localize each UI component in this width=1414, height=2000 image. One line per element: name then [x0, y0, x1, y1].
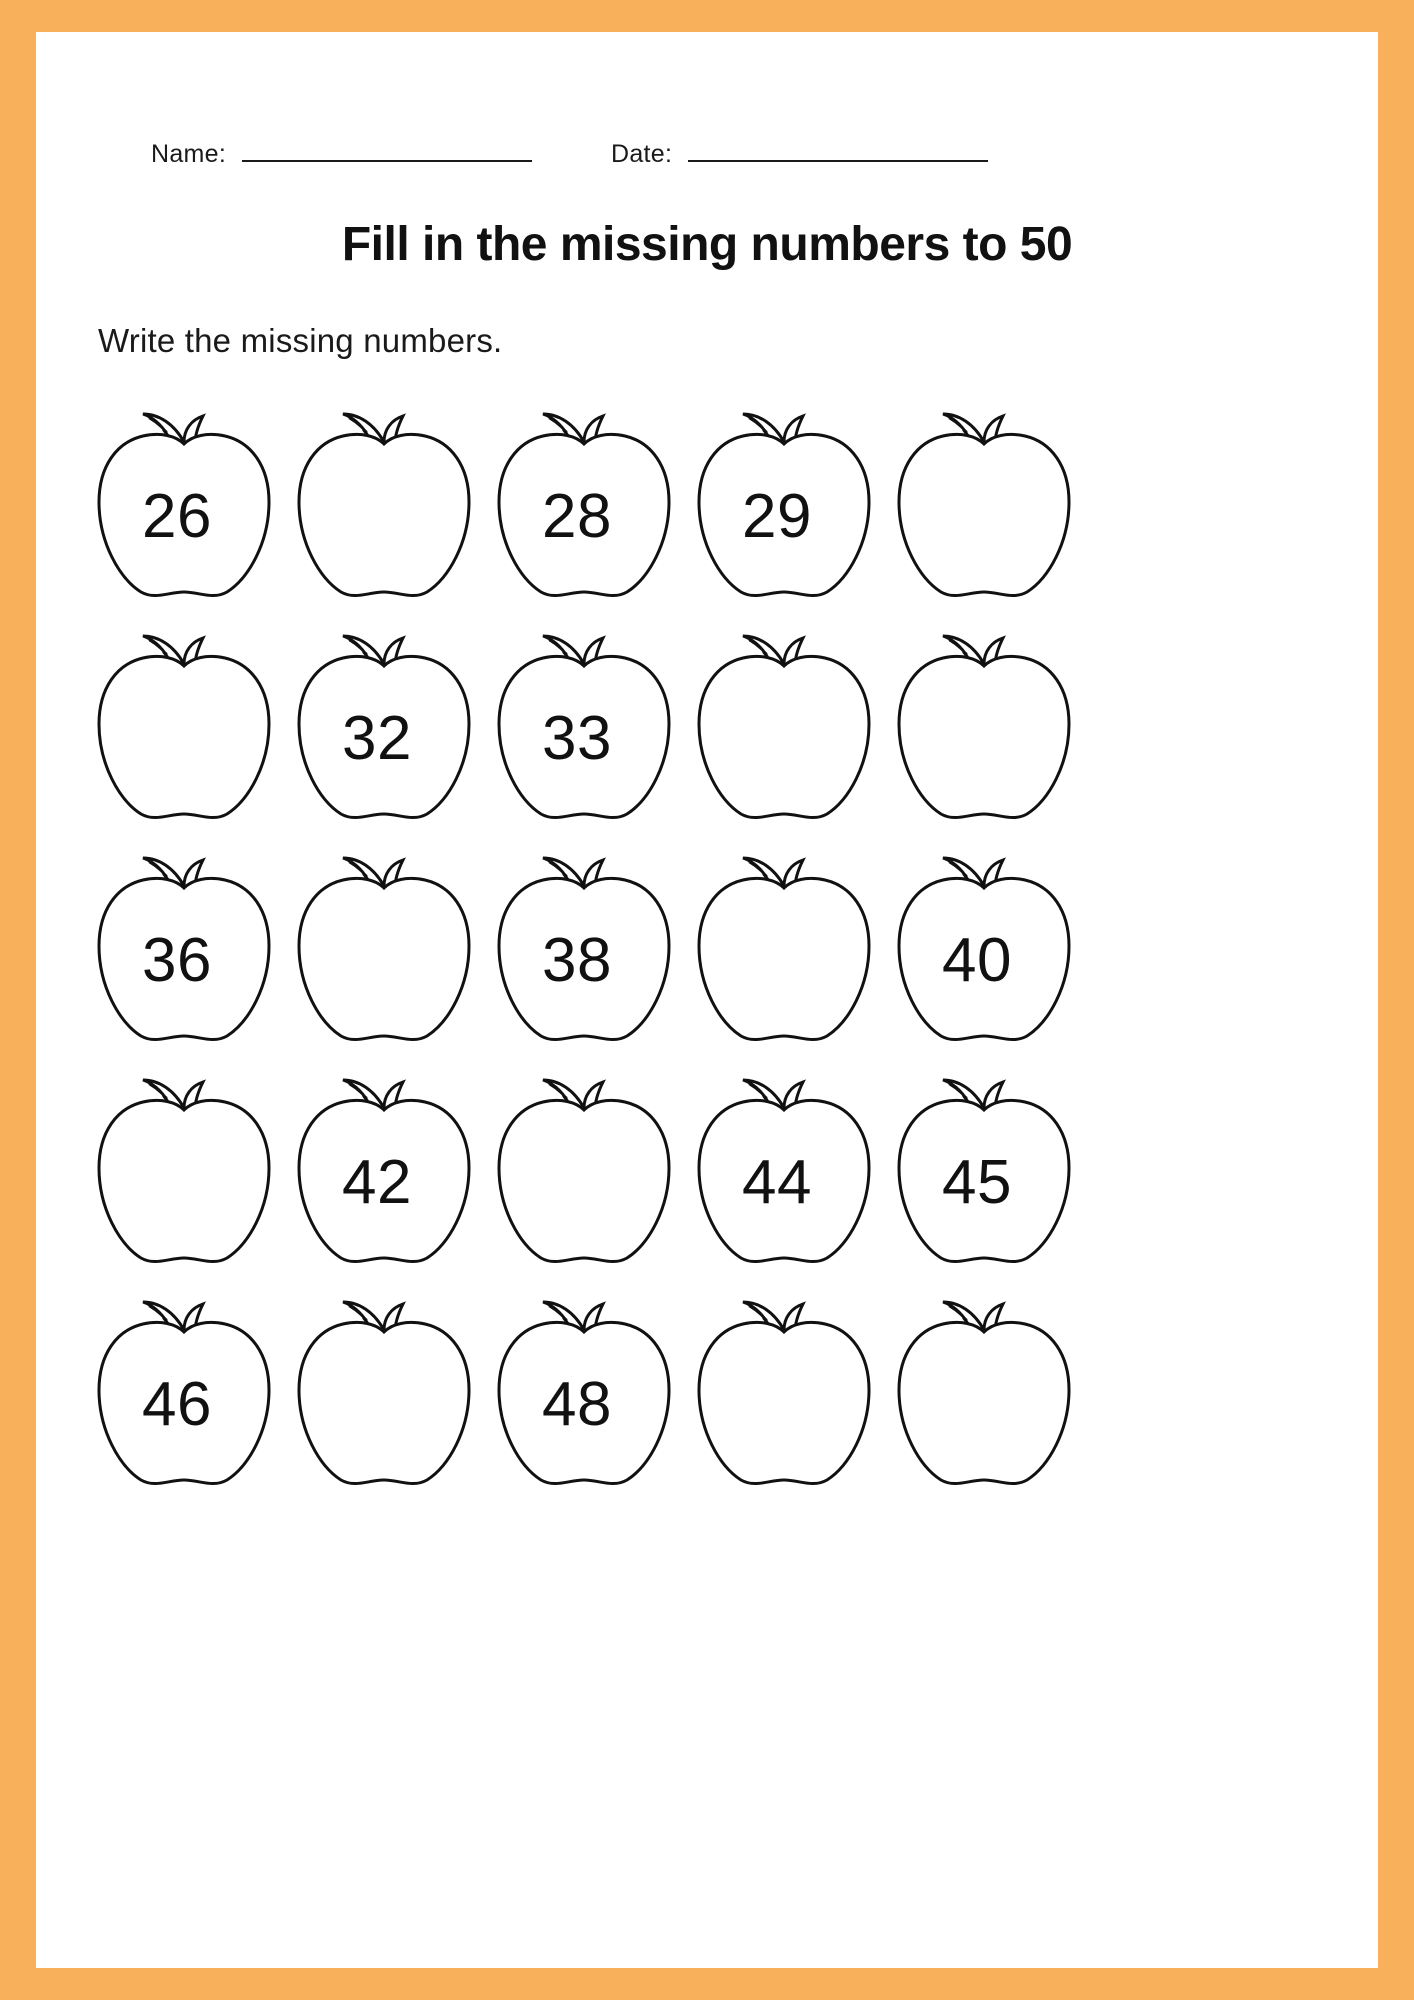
apple-cell[interactable] [884, 402, 1084, 624]
apple-number: 32 [342, 704, 412, 773]
header-fields [36, 132, 1378, 192]
apple-number: 46 [142, 1370, 212, 1439]
apple-number [684, 1290, 870, 1495]
apple-cell[interactable] [84, 402, 284, 624]
apple-number [684, 624, 870, 829]
apple-cell[interactable] [284, 1068, 484, 1290]
apple-number: 48 [542, 1370, 612, 1439]
apple-cell[interactable] [684, 1068, 884, 1290]
apple-cell[interactable] [284, 402, 484, 624]
apple-number [284, 1290, 470, 1495]
apple-number [484, 1068, 670, 1273]
apple-cell[interactable] [684, 1290, 884, 1512]
apple-cell[interactable] [884, 1068, 1084, 1290]
apple-cell[interactable] [284, 624, 484, 846]
apple-cell[interactable] [284, 846, 484, 1068]
apple-number: 40 [942, 926, 1012, 995]
apple-grid [84, 402, 1084, 1512]
apple-cell[interactable] [484, 1068, 684, 1290]
apple-number [284, 402, 470, 607]
apple-cell[interactable] [684, 402, 884, 624]
apple-number: 28 [542, 482, 612, 551]
apple-cell[interactable] [84, 624, 284, 846]
name-input[interactable] [242, 132, 532, 162]
apple-number: 36 [142, 926, 212, 995]
apple-cell[interactable] [284, 1290, 484, 1512]
apple-number: 42 [342, 1148, 412, 1217]
instruction-text: Write the missing numbers. [98, 322, 503, 359]
apple-number [284, 846, 470, 1051]
apple-cell[interactable] [884, 624, 1084, 846]
apple-cell[interactable] [884, 1290, 1084, 1512]
apple-cell[interactable] [484, 1290, 684, 1512]
apple-cell[interactable] [484, 624, 684, 846]
apple-cell[interactable] [484, 402, 684, 624]
apple-number [884, 402, 1070, 607]
apple-number [84, 624, 270, 829]
apple-cell[interactable] [684, 624, 884, 846]
apple-number: 26 [142, 482, 212, 551]
apple-cell[interactable] [84, 846, 284, 1068]
apple-cell[interactable] [884, 846, 1084, 1068]
apple-cell[interactable] [84, 1290, 284, 1512]
apple-cell[interactable] [684, 846, 884, 1068]
apple-number: 33 [542, 704, 612, 773]
worksheet-page [36, 32, 1378, 1968]
apple-number: 44 [742, 1148, 812, 1217]
page-title: Fill in the missing numbers to 50 [341, 218, 1073, 271]
apple-number [884, 624, 1070, 829]
apple-number [884, 1290, 1070, 1495]
date-input[interactable] [688, 132, 988, 162]
apple-number: 45 [942, 1148, 1012, 1217]
name-label: Name: [151, 140, 227, 168]
apple-number [84, 1068, 270, 1273]
apple-number: 38 [542, 926, 612, 995]
date-label: Date: [611, 140, 673, 168]
apple-cell[interactable] [484, 846, 684, 1068]
date-field [611, 132, 988, 169]
name-field [151, 132, 532, 169]
apple-number [684, 846, 870, 1051]
apple-cell[interactable] [84, 1068, 284, 1290]
apple-number: 29 [742, 482, 812, 551]
